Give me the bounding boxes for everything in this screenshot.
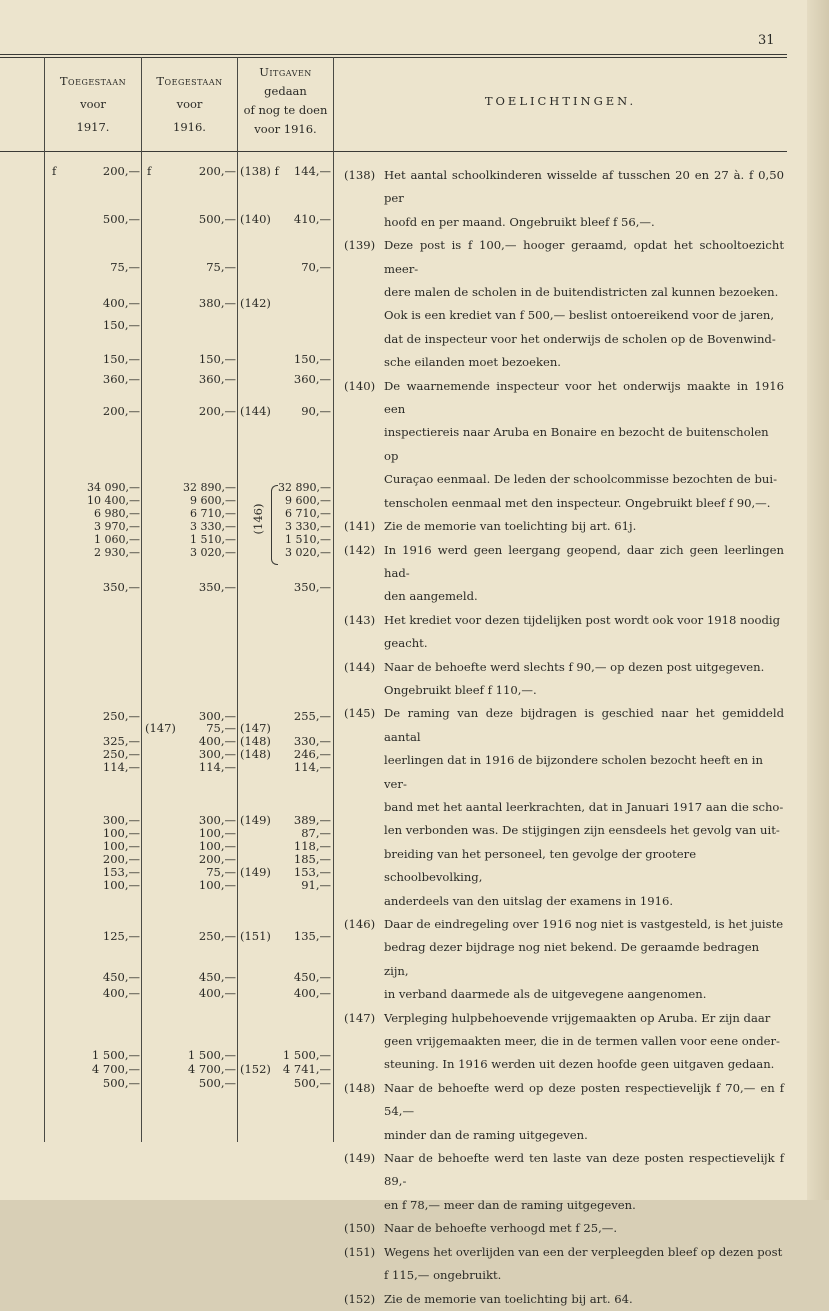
note-text: sche eilanden moet bezoeken. bbox=[384, 355, 561, 370]
note-150 bbox=[344, 1217, 784, 1240]
amount-1916: 3 020,— bbox=[190, 546, 236, 559]
note-text: geacht. bbox=[384, 636, 428, 651]
top-rule bbox=[0, 54, 787, 55]
note-149 bbox=[344, 1147, 784, 1217]
expense-1916: 1 510,— bbox=[285, 533, 331, 546]
note-number: (141) bbox=[344, 519, 376, 534]
amount-1917: 150,— bbox=[102, 352, 140, 366]
amount-1916: 75,— bbox=[206, 865, 236, 879]
amount-1917: 450,— bbox=[102, 970, 140, 984]
amount-1916: 300,— bbox=[198, 813, 236, 827]
expense-1916: 90,— bbox=[301, 404, 331, 418]
expense-1916: 450,— bbox=[293, 970, 331, 984]
amount-1916: 6 710,— bbox=[190, 507, 236, 520]
expense-1916: 410,— bbox=[293, 212, 331, 226]
amount-1917: 250,— bbox=[102, 747, 140, 761]
note-text: steuning. In 1916 werden uit dezen hoofde geen uitgaven gedaan. bbox=[384, 1057, 775, 1072]
amount-1917: 325,— bbox=[102, 734, 140, 748]
header-rule bbox=[0, 151, 787, 152]
note-141 bbox=[344, 515, 784, 538]
amount-1916: 150,— bbox=[198, 352, 236, 366]
note-ref: (144) bbox=[240, 404, 271, 418]
note-text: dat de inspecteur voor het onderwijs de scholen op de Bovenwind- bbox=[384, 331, 776, 346]
amount-1917: 6 980,— bbox=[94, 507, 140, 520]
note-number: (148) bbox=[344, 1080, 376, 1095]
amount-1916: 100,— bbox=[198, 878, 236, 892]
amount-1916: 300,— bbox=[198, 747, 236, 761]
amount-1916: 9 600,— bbox=[190, 494, 236, 507]
header-line: of nog te doen bbox=[243, 103, 328, 117]
note-text: Curaçao eenmaal. De leden der schoolcommisse bezochten de bui- bbox=[384, 472, 777, 487]
amount-1917: 500,— bbox=[102, 212, 140, 226]
note-text: hoofd en per maand. Ongebruikt bleef f 56,—. bbox=[384, 214, 655, 229]
expense-1916: 135,— bbox=[293, 929, 331, 943]
column-rule-1 bbox=[141, 57, 142, 1142]
currency-symbol: f bbox=[147, 164, 152, 178]
amount-1916: 200,— bbox=[198, 404, 236, 418]
expense-1916: 360,— bbox=[293, 372, 331, 386]
note-number: (146) bbox=[344, 917, 376, 931]
note-number: (142) bbox=[344, 542, 376, 557]
amount-1916: 500,— bbox=[198, 212, 236, 226]
amount-1917: 400,— bbox=[102, 986, 140, 1000]
note-ref: (148) bbox=[240, 747, 271, 761]
header-title: Toegestaan bbox=[59, 74, 127, 88]
expense-1916: 118,— bbox=[293, 839, 331, 853]
amount-1916: 450,— bbox=[198, 970, 236, 984]
header-line: voor bbox=[80, 97, 106, 111]
note-ref: (142) bbox=[240, 296, 271, 310]
header-line: voor bbox=[176, 97, 203, 111]
expense-1916: 255,— bbox=[293, 709, 331, 723]
amount-1917: 100,— bbox=[102, 839, 140, 853]
note-number: (149) bbox=[344, 1151, 376, 1166]
header-line: gedaan bbox=[264, 84, 307, 98]
note-number: (145) bbox=[344, 706, 376, 721]
amount-1916: 100,— bbox=[198, 826, 236, 840]
note-text: den aangemeld. bbox=[384, 589, 478, 604]
note-number: (147) bbox=[344, 1010, 376, 1025]
note-143 bbox=[344, 609, 784, 656]
expense-1916: 32 890,— bbox=[278, 481, 331, 494]
note-text: Ook is een krediet van f 500,— beslist ontoereikend voor de jaren, bbox=[384, 308, 775, 323]
note-text: Verpleging hulpbehoevende vrijgemaakten op Aruba. Er zijn daar bbox=[384, 1010, 771, 1025]
note-139 bbox=[344, 234, 784, 374]
page-number: 31 bbox=[758, 33, 775, 48]
amount-1917: 200,— bbox=[102, 164, 140, 178]
expense-1916: 150,— bbox=[293, 352, 331, 366]
amount-1916: 380,— bbox=[198, 296, 236, 310]
note-text: Wegens het overlijden van een der verpleegden bleef op dezen post bbox=[384, 1244, 783, 1259]
amount-1916: 1 500,— bbox=[187, 1048, 236, 1062]
note-text: bedrag dezer bijdrage nog niet bekend. De geraamde bedragen zijn, bbox=[384, 940, 760, 978]
amount-1917: 200,— bbox=[102, 404, 140, 418]
expense-1916: 9 600,— bbox=[285, 494, 331, 507]
amount-1916: 400,— bbox=[198, 986, 236, 1000]
note-text: tenscholen eenmaal met den inspecteur. Ongebruikt bleef f 90,—. bbox=[384, 495, 771, 510]
note-text: geen vrijgemaakten meer, die in de termen vallen voor eene onder- bbox=[384, 1034, 780, 1049]
amount-1916: 32 890,— bbox=[183, 481, 236, 494]
header-title: Uitgaven bbox=[259, 65, 312, 79]
note-text: Deze post is f 100,— hooger geraamd, opdat het schooltoezicht meer- bbox=[384, 238, 784, 276]
note-140 bbox=[344, 375, 784, 515]
amount-1917: 114,— bbox=[102, 760, 140, 774]
note-number: (144) bbox=[344, 659, 376, 674]
amount-1916: 200,— bbox=[198, 852, 236, 866]
note-text: In 1916 werd geen leergang geopend, daar zich geen leerlingen had- bbox=[384, 542, 784, 580]
note-text: Zie de memorie van toelichting bij art. 64. bbox=[384, 1291, 633, 1306]
header-notes: TOELICHTINGEN. bbox=[484, 94, 637, 108]
note-text: Het aantal schoolkinderen wisselde af tusschen 20 en 27 à. f 0,50 per bbox=[384, 168, 784, 206]
note-text: f 115,— ongebruikt. bbox=[384, 1268, 502, 1283]
note-ref: (140) bbox=[240, 212, 271, 226]
note-text: De waarnemende inspecteur voor het onderwijs maakte in 1916 een bbox=[384, 378, 784, 417]
note-ref: (149) bbox=[240, 813, 271, 827]
note-text: dere malen de scholen in de buitendistricten zal kunnen bezoeken. bbox=[384, 285, 779, 300]
amount-1917: 100,— bbox=[102, 878, 140, 892]
amount-1917: 4 700,— bbox=[91, 1062, 140, 1076]
note-number: (138) bbox=[344, 168, 376, 182]
amount-1916: 4 700,— bbox=[187, 1062, 236, 1076]
expense-1916: 4 741,— bbox=[282, 1062, 331, 1076]
note-number: (152) bbox=[344, 1291, 376, 1306]
explanatory-notes bbox=[344, 164, 784, 1311]
note-text: Ongebruikt bleef f 110,—. bbox=[384, 682, 537, 697]
amount-1917: 75,— bbox=[110, 260, 140, 274]
note-145 bbox=[344, 702, 784, 913]
amount-1916: 1 510,— bbox=[190, 533, 236, 546]
note-text: Naar de behoefte werd slechts f 90,— op dezen post uitgegeven. bbox=[384, 659, 765, 674]
note-146 bbox=[344, 913, 784, 1007]
note-text: Naar de behoefte werd op deze posten respectievelijk f 70,— en f 54,— bbox=[384, 1080, 784, 1119]
header-title: Toegestaan bbox=[156, 74, 223, 88]
note-number: (151) bbox=[344, 1244, 376, 1259]
amount-1916: 100,— bbox=[198, 839, 236, 853]
note-138 bbox=[344, 164, 784, 234]
column-rule-2 bbox=[237, 57, 238, 1142]
amount-1917: 125,— bbox=[102, 929, 140, 943]
expense-1916: 144,— bbox=[293, 164, 331, 178]
amount-1917: 34 090,— bbox=[87, 481, 140, 494]
amount-1917: 300,— bbox=[102, 813, 140, 827]
amount-1917: 500,— bbox=[102, 1076, 140, 1090]
note-ref: (149) bbox=[240, 865, 271, 879]
note-text: Daar de eindregeling over 1916 nog niet is vastgesteld, is het juiste bbox=[384, 917, 784, 931]
expense-1916: 246,— bbox=[293, 747, 331, 761]
note-text: Naar de behoefte verhoogd met f 25,—. bbox=[384, 1221, 618, 1236]
header-allowed-1916 bbox=[142, 72, 237, 137]
expense-1916: 3 020,— bbox=[285, 546, 331, 559]
amount-1917: 200,— bbox=[102, 852, 140, 866]
page-edge bbox=[807, 0, 829, 1200]
note-text: Naar de behoefte werd ten laste van deze posten respectievelijk f 89,- bbox=[384, 1151, 784, 1189]
note-number: (143) bbox=[344, 612, 376, 627]
amount-1916: 75,— bbox=[206, 721, 236, 735]
amount-1917: 400,— bbox=[102, 296, 140, 310]
note-text: De raming van deze bijdragen is geschied naar het gemiddeld aantal bbox=[384, 706, 784, 744]
amount-1917: 1 060,— bbox=[94, 533, 140, 546]
amount-1917: 360,— bbox=[102, 372, 140, 386]
amount-1916: 114,— bbox=[198, 760, 236, 774]
amount-1917: 350,— bbox=[102, 580, 140, 594]
expense-1916: 330,— bbox=[293, 734, 331, 748]
note-text: breiding van het personeel, ten gevolge der grootere schoolbevolking, bbox=[384, 846, 697, 885]
note-144 bbox=[344, 656, 784, 703]
note-151 bbox=[344, 1241, 784, 1288]
expense-1916: 91,— bbox=[301, 878, 331, 892]
amount-1916: 3 330,— bbox=[190, 520, 236, 533]
amount-1917: 100,— bbox=[102, 826, 140, 840]
note-number: (150) bbox=[344, 1221, 376, 1236]
note-text: inspectiereis naar Aruba en Bonaire en bezocht de buitenscholen op bbox=[384, 425, 769, 463]
note-ref: (138) f bbox=[240, 164, 279, 178]
expense-1916: 70,— bbox=[301, 260, 331, 274]
amount-1916: 500,— bbox=[198, 1076, 236, 1090]
expense-1916: 389,— bbox=[293, 813, 331, 827]
note-148 bbox=[344, 1077, 784, 1147]
header-line: voor 1916. bbox=[254, 122, 317, 136]
note-ref: (151) bbox=[240, 929, 271, 943]
note-ref: (148) bbox=[240, 734, 271, 748]
note-text: band met het aantal leerkrachten, dat in Januari 1917 aan die scho- bbox=[384, 799, 784, 814]
header-line: 1917. bbox=[76, 120, 110, 134]
note-text: en f 78,— meer dan de raming uitgegeven. bbox=[384, 1197, 636, 1212]
header-line: 1916. bbox=[173, 120, 206, 134]
expense-1916: 400,— bbox=[293, 986, 331, 1000]
note-ref: (147) bbox=[145, 721, 176, 735]
note-147 bbox=[344, 1007, 784, 1077]
amount-1917: 1 500,— bbox=[91, 1048, 140, 1062]
amount-1916: 75,— bbox=[206, 260, 236, 274]
amount-1916: 350,— bbox=[198, 580, 236, 594]
note-text: anderdeels van den uitslag der examens in 1916. bbox=[384, 893, 674, 908]
expense-1916: 3 330,— bbox=[285, 520, 331, 533]
amount-1917: 153,— bbox=[102, 865, 140, 879]
header-allowed-1917 bbox=[45, 72, 141, 137]
amount-1917: 3 970,— bbox=[94, 520, 140, 533]
note-ref: (152) bbox=[240, 1062, 271, 1076]
amount-1917: 250,— bbox=[102, 709, 140, 723]
expense-1916: 153,— bbox=[293, 865, 331, 879]
amount-1916: 400,— bbox=[198, 734, 236, 748]
note-text: leerlingen dat in 1916 de bijzondere scholen bezocht heeft en in ver- bbox=[384, 753, 763, 791]
note-142 bbox=[344, 539, 784, 609]
expense-1916: 350,— bbox=[293, 580, 331, 594]
note-152 bbox=[344, 1288, 784, 1311]
amount-1917: 10 400,— bbox=[87, 494, 140, 507]
column-rule-left bbox=[44, 57, 45, 1142]
amount-1916: 360,— bbox=[198, 372, 236, 386]
note-number: (140) bbox=[344, 378, 376, 393]
note-text: in verband daarmede als de uitgevegene aangenomen. bbox=[384, 987, 707, 1002]
header-expenses-1916 bbox=[238, 63, 333, 139]
amount-1916: 200,— bbox=[198, 164, 236, 178]
note-text: Zie de memorie van toelichting bij art. 61j. bbox=[384, 519, 637, 534]
amount-1916: 250,— bbox=[198, 929, 236, 943]
expense-1916: 87,— bbox=[301, 826, 331, 840]
expense-1916: 6 710,— bbox=[285, 507, 331, 520]
amount-1917: 150,— bbox=[102, 318, 140, 332]
note-text: len verbonden was. De stijgingen zijn eensdeels het gevolg van uit- bbox=[384, 823, 780, 838]
note-ref: (147) bbox=[240, 721, 271, 735]
amount-1916: 300,— bbox=[198, 709, 236, 723]
currency-symbol: f bbox=[52, 164, 57, 178]
top-rule-2 bbox=[0, 57, 787, 58]
group-note-ref: (146) bbox=[251, 503, 265, 535]
expense-1916: 185,— bbox=[293, 852, 331, 866]
amount-1917: 2 930,— bbox=[94, 546, 140, 559]
note-text: Het krediet voor dezen tijdelijken post wordt ook voor 1918 noodig bbox=[384, 612, 780, 627]
expense-1916: 500,— bbox=[293, 1076, 331, 1090]
note-number: (139) bbox=[344, 238, 376, 253]
expense-1916: 114,— bbox=[293, 760, 331, 774]
column-rule-3 bbox=[333, 57, 334, 1142]
note-text: minder dan de raming uitgegeven. bbox=[384, 1127, 588, 1142]
group-brace bbox=[271, 485, 278, 565]
expense-1916: 1 500,— bbox=[282, 1048, 331, 1062]
